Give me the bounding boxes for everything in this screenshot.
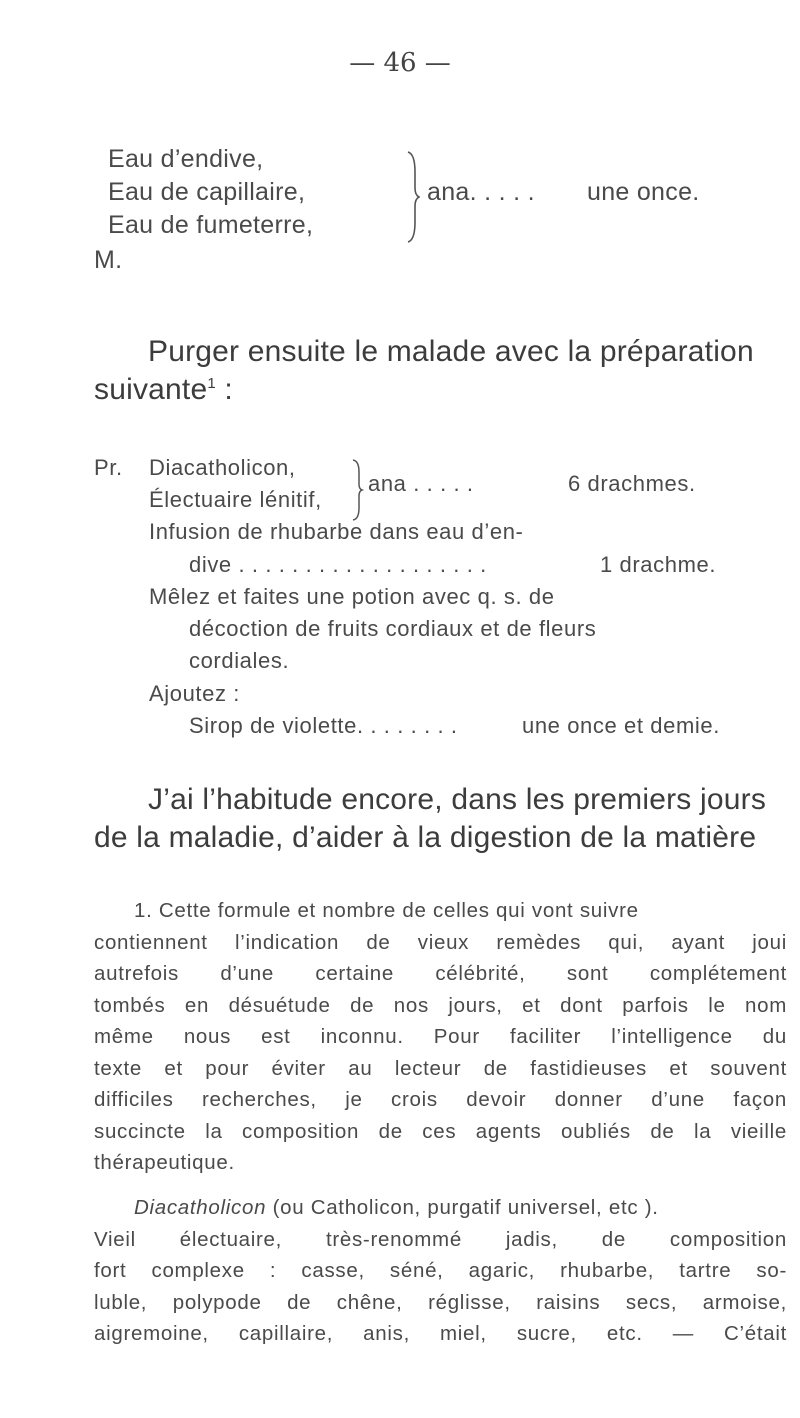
text-line: Infusion de rhubarbe dans eau d’en- — [149, 519, 524, 544]
m-label: M. — [94, 246, 123, 274]
page-number: — 46 — — [349, 48, 451, 78]
text-line: décoction de fruits cordiaux et de fleurs — [189, 616, 597, 641]
ana-label: ana . . . . . — [368, 471, 474, 496]
formula-item: Électuaire lénitif, — [149, 487, 322, 512]
text-line: Ajoutez : — [149, 681, 241, 706]
formula-item: Eau de capillaire, — [108, 178, 306, 206]
text-line: cordiales. — [189, 648, 290, 673]
footnote-line: texte et pour éviter au lecteur de fastidieuses et souvent — [94, 1057, 787, 1080]
footnote-line: luble, polypode de chêne, réglisse, raisins secs, armoise, — [94, 1291, 787, 1314]
footnote-ref: 1 — [207, 375, 216, 392]
text-line: Mêlez et faites une potion avec q. s. de — [149, 584, 555, 609]
text-line: de la maladie, d’aider à la digestion de la matière — [94, 821, 757, 854]
dose-label: une once. — [587, 178, 700, 206]
footnote-line: 1. Cette formule et nombre de celles qui vont suivre — [134, 899, 639, 922]
term-italic: Diacatholicon — [134, 1196, 267, 1219]
text-span: (ou Catholicon, purgatif universel, etc ). — [266, 1196, 659, 1219]
text-line: J’ai l’habitude encore, dans les premiers jours — [148, 783, 767, 816]
formula-item: Eau d’endive, — [108, 145, 264, 173]
dose-label: 1 drachme. — [600, 552, 717, 577]
text-span: suivante — [94, 373, 208, 406]
footnote-line: contiennent l’indication de vieux remèdes qui, ayant joui — [94, 931, 787, 954]
text-line — [94, 373, 233, 407]
footnote-line: thérapeutique. — [94, 1151, 235, 1174]
footnote-line: aigremoine, capillaire, anis, miel, sucre, etc. — C’était — [94, 1322, 787, 1345]
text-line: Sirop de violette. . . . . . . . — [189, 713, 458, 738]
formula-item: Diacatholicon, — [149, 455, 296, 480]
text-span: : — [215, 373, 233, 406]
text-line: Purger ensuite le malade avec la préparation — [148, 335, 754, 368]
text-line: dive . . . . . . . . . . . . . . . . . . . — [189, 552, 487, 577]
pr-label: Pr. — [94, 455, 123, 480]
footnote-line: même nous est inconnu. Pour faciliter l’intelligence du — [94, 1025, 787, 1048]
dose-label: 6 drachmes. — [568, 471, 696, 496]
footnote-line: tombés en désuétude de nos jours, et dont parfois le nom — [94, 994, 787, 1017]
dose-label: une once et demie. — [522, 713, 720, 738]
footnote-line: difficiles recherches, je crois devoir donner d’une façon — [94, 1088, 787, 1111]
footnote-line: autrefois d’une certaine célébrité, sont complétement — [94, 962, 787, 985]
footnote-line: Vieil électuaire, très-renommé jadis, de composition — [94, 1228, 787, 1251]
formula-item: Eau de fumeterre, — [108, 211, 314, 239]
brace-icon — [404, 150, 420, 244]
footnote-line: succincte la composition de ces agents oubliés de la vieille — [94, 1120, 787, 1143]
ana-label: ana. . . . . — [427, 178, 535, 206]
brace-icon — [350, 458, 364, 522]
footnote-line — [134, 1196, 659, 1220]
footnote-line: fort complexe : casse, séné, agaric, rhubarbe, tartre so- — [94, 1259, 787, 1282]
